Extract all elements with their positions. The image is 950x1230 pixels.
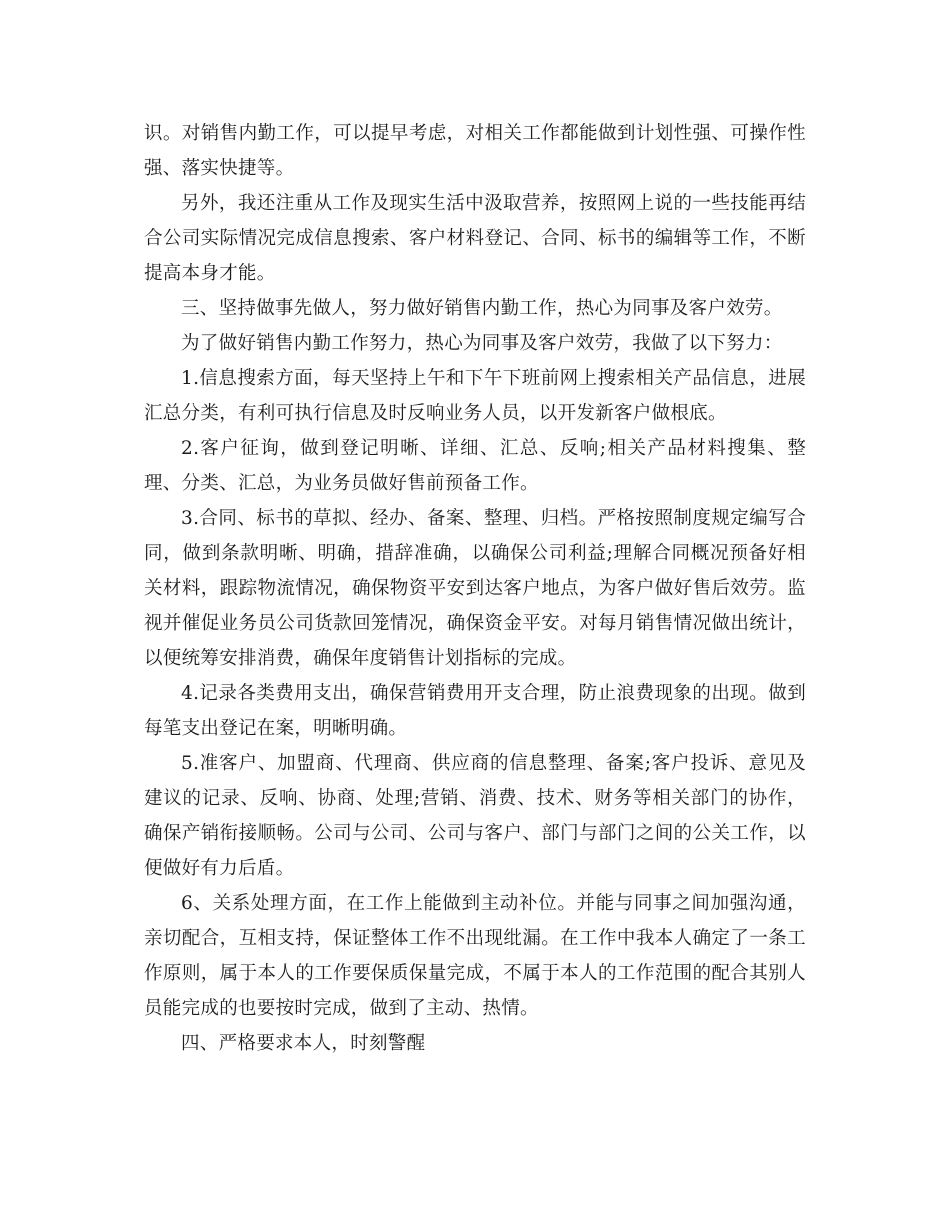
list-item: 3.合同、标书的草拟、经办、备案、整理、归档。严格按照制度规定编写合同，做到条款明晰、明确，措辞准确，以确保公司利益;理解合同概况预备好相关材料，跟踪物流情况，确保物资平安到达客户地点，为客户做好售后效劳。监视并催促业务员公司货款回笼情况，确保资金平安。对每月销售情况做出统计，以便统筹安排消费，确保年度销售计划指标的完成。: [144, 508, 806, 669]
paragraph: 另外，我还注重从工作及现实生活中汲取营养，按照网上说的一些技能再结合公司实际情况完成信息搜索、客户材料登记、合同、标书的编辑等工作，不断提高本身才能。: [144, 193, 806, 284]
list-item: 4.记录各类费用支出，确保营销费用开支合理，防止浪费现象的出现。做到每笔支出登记在案，明晰明确。: [144, 683, 806, 739]
document-body: [144, 116, 806, 1061]
list-item: 5.准客户、加盟商、代理商、供应商的信息整理、备案;客户投诉、意见及建议的记录、反响、协商、处理;营销、消费、技术、财务等相关部门的协作，确保产销衔接顺畅。公司与公司、公司与客户、部门与部门之间的公关工作，以便做好有力后盾。: [144, 753, 806, 879]
list-item: 6、关系处理方面，在工作上能做到主动补位。并能与同事之间加强沟通，亲切配合，互相支持，保证整体工作不出现纰漏。在工作中我本人确定了一条工作原则，属于本人的工作要保质保量完成，不属于本人的工作范围的配合其别人员能完成的也要按时完成，做到了主动、热情。: [144, 893, 806, 1019]
paragraph-continuation: 识。对销售内勤工作，可以提早考虑，对相关工作都能做到计划性强、可操作性强、落实快捷等。: [144, 123, 806, 179]
section-heading: 四、严格要求本人，时刻警醒: [181, 1033, 426, 1054]
list-item: 1.信息搜索方面，每天坚持上午和下午下班前网上搜索相关产品信息，进展汇总分类，有利可执行信息及时反响业务人员，以开发新客户做根底。: [144, 368, 806, 424]
list-item: 2.客户征询，做到登记明晰、详细、汇总、反响;相关产品材料搜集、整理、分类、汇总，为业务员做好售前预备工作。: [144, 438, 806, 494]
paragraph: 为了做好销售内勤工作努力，热心为同事及客户效劳，我做了以下努力：: [181, 333, 783, 354]
section-heading: 三、坚持做事先做人，努力做好销售内勤工作，热心为同事及客户效劳。: [181, 298, 783, 319]
